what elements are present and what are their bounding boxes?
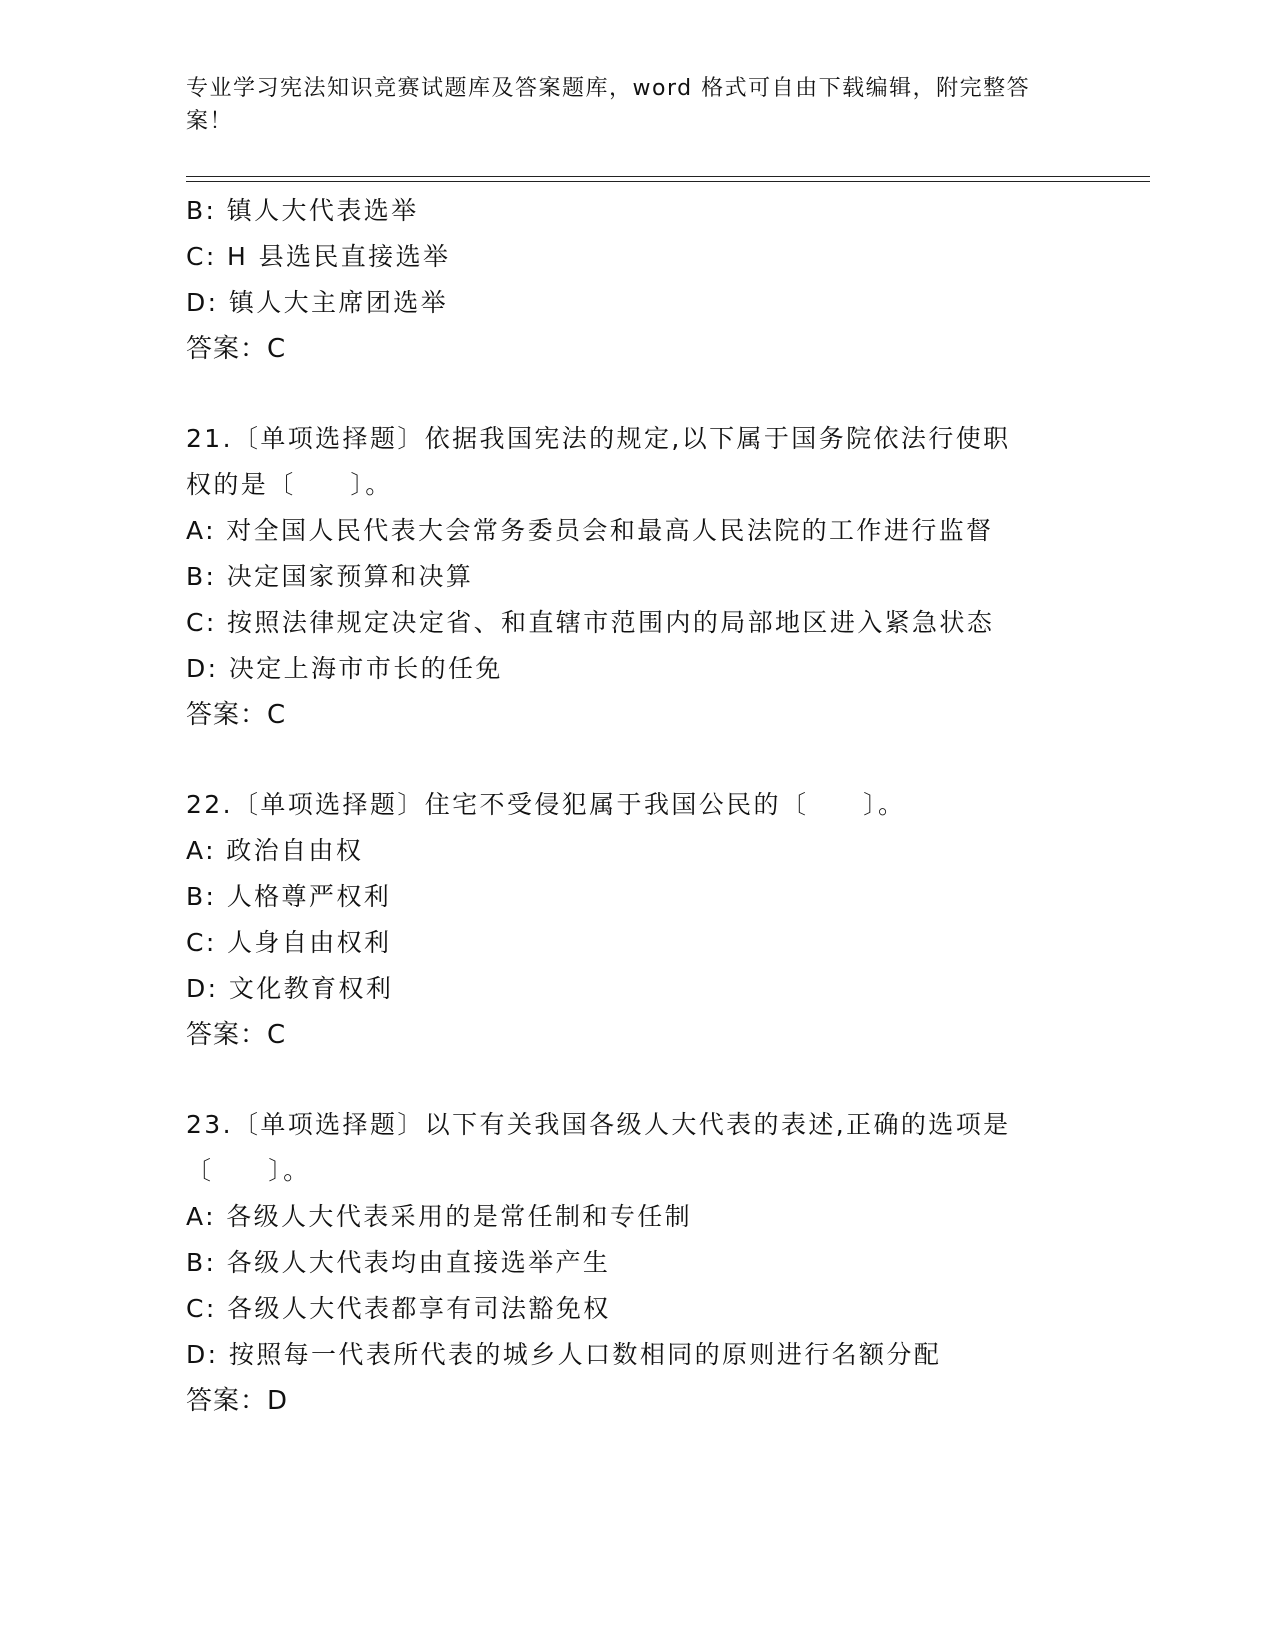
answer-line: 答案：D — [186, 1386, 289, 1416]
header-rule-top — [186, 176, 1150, 177]
answer-line: 答案：C — [186, 1020, 287, 1050]
option-a: A: 各级人大代表采用的是常任制和专任制 — [186, 1202, 693, 1231]
question-content — [186, 188, 1086, 1424]
spacer — [186, 372, 1086, 416]
option-d: D: 镇人大主席团选举 — [186, 288, 449, 317]
option-b: B: 镇人大代表选举 — [186, 196, 419, 225]
option-b: B: 决定国家预算和决算 — [186, 562, 474, 591]
question-block — [186, 1102, 1086, 1424]
option-b: B: 人格尊严权利 — [186, 882, 392, 911]
option-d: D: 文化教育权利 — [186, 974, 394, 1003]
header-rule-bottom — [186, 181, 1150, 182]
option-d: D: 按照每一代表所代表的城乡人口数相同的原则进行名额分配 — [186, 1340, 942, 1369]
question-block — [186, 782, 1086, 1058]
partial-question — [186, 188, 1086, 372]
option-b: B: 各级人大代表均由直接选举产生 — [186, 1248, 611, 1277]
answer-line: 答案：C — [186, 334, 287, 364]
option-a: A: 对全国人民代表大会常务委员会和最高人民法院的工作进行监督 — [186, 516, 994, 545]
question-block — [186, 416, 1086, 738]
option-a: A: 政治自由权 — [186, 836, 364, 865]
option-d: D: 决定上海市市长的任免 — [186, 654, 503, 683]
page-header: 专业学习宪法知识竞赛试题库及答案题库，word 格式可自由下载编辑，附完整答案！ — [186, 76, 1031, 134]
question-title: 23.〔单项选择题〕以下有关我国各级人大代表的表述,正确的选项是〔 〕。 — [186, 1110, 1011, 1185]
option-c: C: 人身自由权利 — [186, 928, 392, 957]
spacer — [186, 738, 1086, 782]
option-c: C: H 县选民直接选举 — [186, 242, 451, 271]
question-title: 21.〔单项选择题〕依据我国宪法的规定,以下属于国务院依法行使职权的是〔 〕。 — [186, 424, 1011, 499]
question-title: 22.〔单项选择题〕住宅不受侵犯属于我国公民的〔 〕。 — [186, 790, 906, 819]
answer-line: 答案：C — [186, 700, 287, 730]
option-c: C: 各级人大代表都享有司法豁免权 — [186, 1294, 611, 1323]
spacer — [186, 1058, 1086, 1102]
option-c: C: 按照法律规定决定省、和直辖市范围内的局部地区进入紧急状态 — [186, 608, 995, 637]
